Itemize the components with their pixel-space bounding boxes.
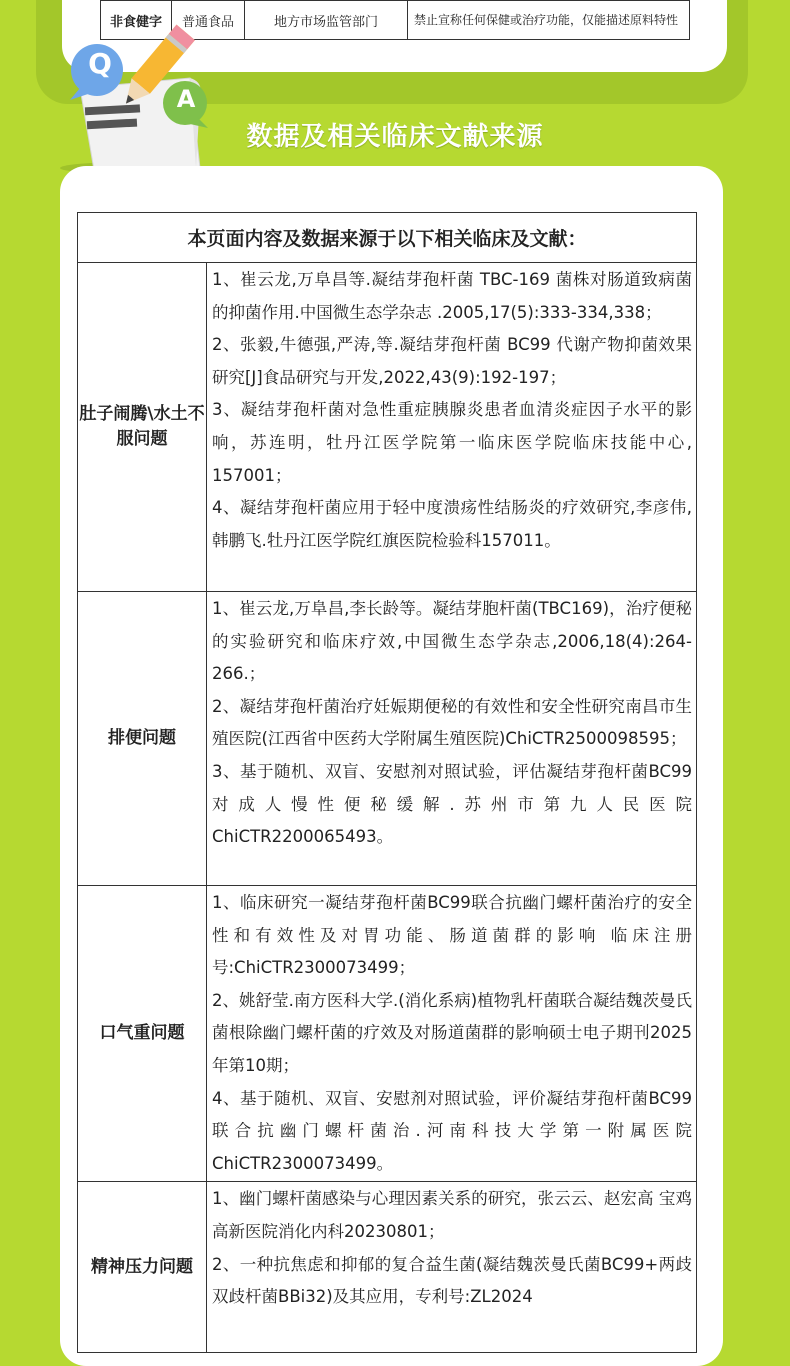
category-cell (78, 592, 207, 886)
reference-item: 4、凝结芽孢杆菌应用于轻中度溃疡性结肠炎的疗效研究,李彦伟,韩鹏飞.牡丹江医学院红旗医院检验科157011。 (212, 498, 692, 550)
q-letter: Q (88, 47, 112, 80)
references-cell (207, 592, 697, 886)
section-title: 数据及相关临床文献来源 (246, 122, 544, 152)
reference-item: 2、一种抗焦虑和抑郁的复合益生菌(凝结魏茨曼氏菌BC99+两歧双歧杆菌BBi32)及其应用，专利号:ZL2024 (212, 1254, 692, 1307)
cell-category: 普通食品 (172, 1, 245, 40)
category-label: 排便问题 (108, 728, 176, 748)
a-letter: A (176, 85, 196, 113)
category-label: 肚子闹腾\水土不服问题 (79, 404, 205, 449)
table-row (78, 263, 697, 592)
reference-item: 2、张毅,牛德强,严涛,等.凝结芽孢杆菌 BC99 代谢产物抑菌效果研究[J]食品研究与开发,2022,43(9):192-197； (212, 335, 692, 387)
category-cell (78, 263, 207, 592)
table-row (78, 1182, 697, 1353)
reference-item: 1、幽门螺杆菌感染与心理因素关系的研究，张云云、赵宏高 宝鸡高新医院消化内科20230801； (212, 1189, 692, 1241)
category-cell (78, 886, 207, 1182)
reference-item: 3、基于随机、双盲、安慰剂对照试验，评估凝结芽孢杆菌BC99对成人慢性便秘缓解.苏州市第九人民医院ChiCTR2200065493。 (212, 761, 692, 847)
reference-item: 1、崔云龙,万阜昌等.凝结芽孢杆菌 TBC-169 菌株对肠道致病菌的抑菌作用.中国微生态学杂志 .2005,17(5):333-334,338； (212, 270, 692, 322)
table-row (78, 592, 697, 886)
references-cell (207, 886, 697, 1182)
reference-item: 3、凝结芽孢杆菌对急性重症胰腺炎患者血清炎症因子水平的影响，苏连明，牡丹江医学院第一临床医学院临床技能中心, 157001； (212, 400, 692, 485)
reference-item: 1、临床研究一凝结芽孢杆菌BC99联合抗幽门螺杆菌治疗的安全性和有效性及对胃功能、肠道菌群的影响 临床注册号:ChiCTR2300073499； (212, 893, 692, 978)
references-cell (207, 1182, 697, 1353)
reference-item: 2、凝结芽孢杆菌治疗妊娠期便秘的有效性和安全性研究南昌市生殖医院(江西省中医药大学附属生殖医院)ChiCTR2500098595； (212, 696, 692, 749)
reference-item: 4、基于随机、双盲、安慰剂对照试验，评价凝结芽孢杆菌BC99联合抗幽门螺杆菌治.河南科技大学第一附属医院ChiCTR2300073499。 (212, 1088, 692, 1173)
category-label: 口气重问题 (99, 1023, 185, 1044)
cell-note: 禁止宣称任何保健或治疗功能，仅能描述原料特性 (408, 1, 690, 40)
reference-item: 1、崔云龙,万阜昌,李长龄等。凝结芽胞杆菌(TBC169)，治疗便秘的实验研究和临床疗效,中国微生态学杂志,2006,18(4):264-266.； (212, 599, 692, 684)
cell-authority: 地方市场监管部门 (245, 1, 408, 40)
table-row (78, 886, 697, 1182)
cell-type: 非食健字 (101, 1, 172, 40)
table-header: 本页面内容及数据来源于以下相关临床及文献： (78, 213, 697, 263)
reference-table (77, 212, 697, 1353)
category-cell (78, 1182, 207, 1353)
reference-item: 2、姚舒莹.南方医科大学.(消化系病)植物乳杆菌联合凝结魏茨曼氏菌根除幽门螺杆菌的疗效及对肠道菌群的影响硕士电子期刊2025年第10期； (212, 990, 692, 1075)
references-cell (207, 263, 697, 592)
table-header-row (78, 213, 697, 263)
category-label: 精神压力问题 (91, 1256, 193, 1277)
